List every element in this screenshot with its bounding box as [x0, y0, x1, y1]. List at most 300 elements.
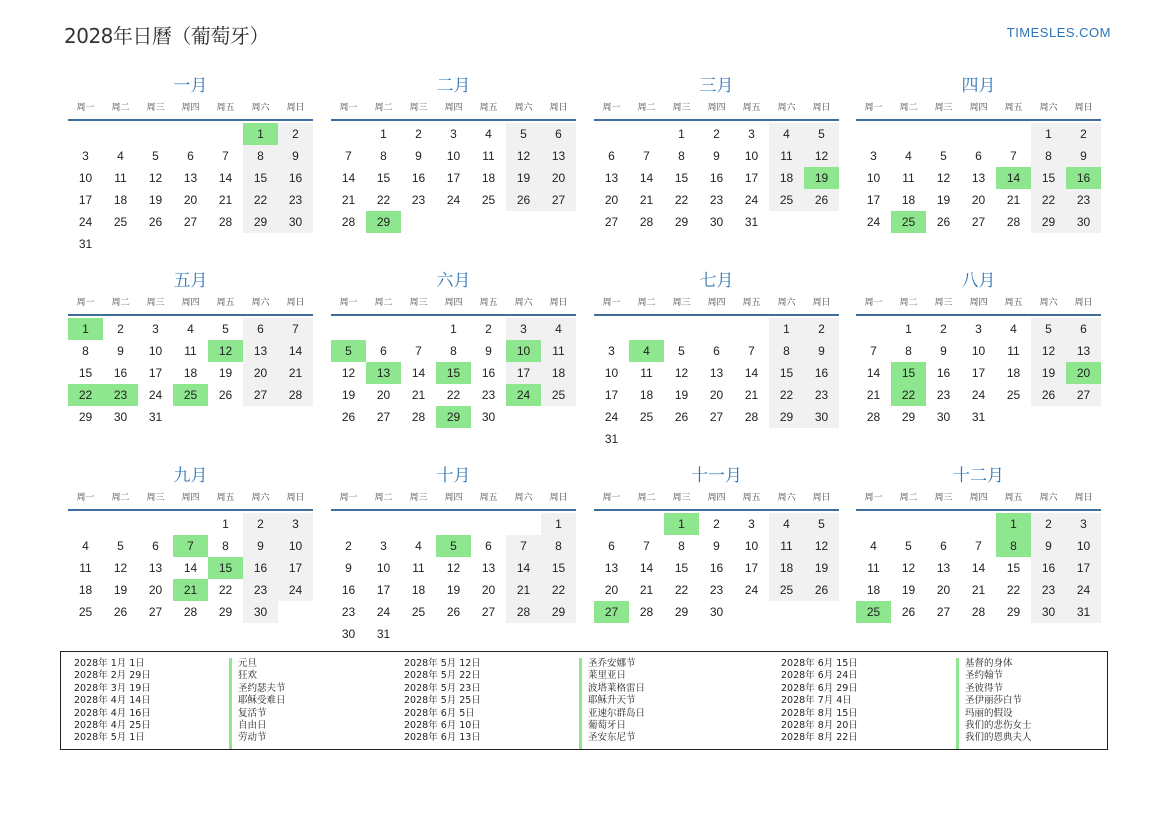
day-cell: 2	[804, 318, 839, 340]
day-cell: 22	[674, 583, 689, 597]
day-cell: 30	[278, 211, 313, 233]
day-grid	[594, 318, 839, 450]
empty-day	[699, 318, 734, 340]
empty-day	[856, 318, 891, 340]
empty-day	[401, 513, 436, 535]
weekday-label: 周一	[864, 103, 883, 113]
day-cell: 13	[971, 171, 986, 185]
holiday-name: 我们的悲伤女士	[965, 719, 1032, 731]
day-cell: 17	[866, 193, 881, 207]
day-cell: 26	[506, 189, 541, 211]
day-cell: 2	[485, 322, 492, 336]
day-cell: 17	[148, 366, 163, 380]
day-cell: 8	[380, 149, 387, 163]
day-cell: 18	[481, 171, 496, 185]
holiday-date: 2028年 4月 25日	[74, 719, 151, 731]
day-cell: 7	[748, 344, 755, 358]
day-cell: 23	[341, 605, 356, 619]
day-cell: 1	[380, 127, 387, 141]
holiday-date: 2028年 8月 15日	[781, 707, 858, 719]
day-cell: 26	[901, 605, 916, 619]
day-cell: 14	[278, 340, 313, 362]
day-cell: 9	[485, 344, 492, 358]
holiday-date: 2028年 6月 24日	[781, 670, 858, 682]
day-cell: 15	[769, 362, 804, 384]
holiday-day: 27	[594, 601, 629, 623]
empty-day	[331, 123, 366, 145]
day-cell: 18	[769, 557, 804, 579]
holiday-name: 元旦	[238, 658, 258, 669]
day-cell: 18	[78, 583, 93, 597]
day-cell: 6	[152, 539, 159, 553]
day-cell: 11	[541, 340, 576, 362]
day-cell: 30	[936, 410, 951, 424]
day-cell: 12	[341, 366, 356, 380]
holiday-day: 21	[173, 579, 208, 601]
weekday-header	[594, 491, 839, 511]
holiday-name: 耶稣升天节	[588, 695, 636, 707]
day-cell: 3	[450, 127, 457, 141]
day-cell: 16	[481, 366, 496, 380]
day-cell: 24	[1066, 579, 1101, 601]
day-cell: 17	[971, 366, 986, 380]
day-cell: 7	[415, 344, 422, 358]
weekday-label: 周六	[1039, 103, 1058, 113]
weekday-header	[594, 296, 839, 316]
day-cell: 13	[936, 561, 951, 575]
weekday-label: 周三	[672, 298, 691, 308]
day-cell: 5	[1031, 318, 1066, 340]
day-cell: 23	[709, 193, 724, 207]
day-cell: 14	[341, 171, 356, 185]
weekday-label: 周五	[1004, 103, 1023, 113]
day-cell: 23	[804, 384, 839, 406]
empty-day	[68, 123, 103, 145]
day-cell: 3	[748, 517, 755, 531]
day-cell: 13	[541, 145, 576, 167]
day-cell: 9	[278, 145, 313, 167]
day-cell: 4	[415, 539, 422, 553]
day-cell: 11	[769, 145, 804, 167]
empty-day	[594, 318, 629, 340]
day-cell: 9	[345, 561, 352, 575]
month-name: 八月	[961, 271, 996, 291]
day-cell: 14	[744, 366, 759, 380]
day-cell: 25	[481, 193, 496, 207]
day-cell: 12	[901, 561, 916, 575]
day-cell: 1	[450, 322, 457, 336]
holiday-name: 圣彼得节	[965, 682, 1004, 694]
day-cell: 15	[674, 171, 689, 185]
day-cell: 4	[541, 318, 576, 340]
day-cell: 29	[674, 215, 689, 229]
day-cell: 25	[639, 410, 654, 424]
day-cell: 15	[541, 557, 576, 579]
day-cell: 26	[218, 388, 233, 402]
day-cell: 19	[218, 366, 233, 380]
day-cell: 6	[485, 539, 492, 553]
day-cell: 14	[218, 171, 233, 185]
day-cell: 10	[604, 366, 619, 380]
weekday-label: 周四	[444, 103, 463, 113]
day-cell: 29	[541, 601, 576, 623]
day-cell: 14	[866, 366, 881, 380]
day-cell: 16	[411, 171, 426, 185]
empty-day	[401, 318, 436, 340]
empty-day	[208, 123, 243, 145]
day-cell: 11	[640, 366, 653, 380]
day-cell: 23	[936, 388, 951, 402]
day-cell: 16	[936, 366, 951, 380]
day-cell: 12	[506, 145, 541, 167]
day-cell: 27	[183, 215, 198, 229]
holiday-date: 2028年 3月 19日	[74, 682, 151, 694]
day-cell: 18	[183, 366, 198, 380]
day-cell: 12	[674, 366, 689, 380]
day-cell: 25	[78, 605, 93, 619]
empty-day	[734, 318, 769, 340]
day-cell: 23	[411, 193, 426, 207]
day-cell: 31	[78, 237, 93, 251]
holiday-name: 圣约翰节	[965, 670, 1004, 682]
day-cell: 15	[674, 561, 689, 575]
weekday-header	[856, 296, 1101, 316]
day-cell: 1	[1031, 123, 1066, 145]
day-cell: 16	[709, 171, 724, 185]
site-link[interactable]: TIMESLES.COM	[1006, 25, 1111, 40]
holiday-day: 20	[1066, 362, 1101, 384]
holiday-names	[956, 658, 1165, 749]
day-cell: 20	[148, 583, 163, 597]
weekday-header	[68, 491, 313, 511]
day-cell: 8	[541, 535, 576, 557]
day-cell: 6	[187, 149, 194, 163]
empty-day	[891, 513, 926, 535]
empty-day	[103, 513, 138, 535]
day-cell: 10	[1066, 535, 1101, 557]
day-cell: 7	[1010, 149, 1017, 163]
empty-day	[856, 123, 891, 145]
day-cell: 19	[148, 193, 163, 207]
holiday-names	[229, 658, 391, 749]
day-cell: 2	[1066, 123, 1101, 145]
day-cell: 9	[117, 344, 124, 358]
day-cell: 18	[411, 583, 426, 597]
day-cell: 21	[971, 583, 986, 597]
weekday-label: 周六	[251, 103, 270, 113]
day-cell: 8	[82, 344, 89, 358]
holiday-day: 1	[664, 513, 699, 535]
day-cell: 27	[243, 384, 278, 406]
month-name: 一月	[173, 76, 208, 96]
day-cell: 28	[639, 605, 654, 619]
day-cell: 26	[674, 410, 689, 424]
day-cell: 22	[218, 583, 233, 597]
weekday-label: 周一	[76, 298, 95, 308]
weekday-label: 周一	[864, 493, 883, 503]
day-cell: 28	[218, 215, 233, 229]
day-cell: 31	[744, 215, 759, 229]
weekday-label: 周六	[251, 298, 270, 308]
day-cell: 6	[975, 149, 982, 163]
day-cell: 20	[376, 388, 391, 402]
day-cell: 22	[243, 189, 278, 211]
month-calendar	[856, 465, 1101, 623]
holiday-name: 波塔莱格雷日	[588, 682, 646, 694]
day-cell: 24	[866, 215, 881, 229]
day-cell: 3	[82, 149, 89, 163]
day-cell: 8	[769, 340, 804, 362]
holiday-day: 25	[856, 601, 891, 623]
day-cell: 19	[506, 167, 541, 189]
day-cell: 26	[446, 605, 461, 619]
month-name: 十月	[436, 466, 471, 486]
empty-day	[366, 513, 401, 535]
holiday-day: 16	[1066, 167, 1101, 189]
weekday-label: 周四	[444, 493, 463, 503]
day-cell: 20	[971, 193, 986, 207]
weekday-label: 周一	[339, 493, 358, 503]
weekday-label: 周三	[409, 493, 428, 503]
day-cell: 14	[411, 366, 426, 380]
holiday-date: 2028年 1月 1日	[74, 658, 145, 669]
day-cell: 12	[936, 171, 951, 185]
day-cell: 5	[222, 322, 229, 336]
day-cell: 12	[804, 145, 839, 167]
day-cell: 30	[1066, 211, 1101, 233]
holiday-day: 1	[996, 513, 1031, 535]
weekday-label: 周一	[339, 298, 358, 308]
weekday-label: 周一	[602, 493, 621, 503]
day-cell: 24	[446, 193, 461, 207]
weekday-label: 周二	[637, 493, 656, 503]
empty-day	[961, 123, 996, 145]
month-calendar	[856, 270, 1101, 428]
holiday-list	[60, 651, 1108, 750]
weekday-label: 周四	[969, 103, 988, 113]
weekday-header	[331, 296, 576, 316]
day-cell: 21	[506, 579, 541, 601]
day-cell: 31	[376, 627, 391, 641]
weekday-label: 周二	[899, 298, 918, 308]
weekday-label: 周四	[969, 493, 988, 503]
holiday-day: 15	[436, 362, 471, 384]
day-cell: 9	[415, 149, 422, 163]
day-cell: 4	[485, 127, 492, 141]
day-cell: 18	[113, 193, 128, 207]
day-cell: 18	[866, 583, 881, 597]
day-cell: 3	[380, 539, 387, 553]
weekday-label: 周六	[777, 298, 796, 308]
day-cell: 28	[278, 384, 313, 406]
day-cell: 17	[604, 388, 619, 402]
empty-day	[506, 513, 541, 535]
day-cell: 23	[278, 189, 313, 211]
day-cell: 18	[639, 388, 654, 402]
weekday-label: 周二	[637, 298, 656, 308]
day-cell: 4	[117, 149, 124, 163]
day-cell: 29	[218, 605, 233, 619]
day-cell: 3	[608, 344, 615, 358]
day-cell: 18	[1006, 366, 1021, 380]
month-name: 三月	[699, 76, 734, 96]
day-cell: 19	[446, 583, 461, 597]
day-cell: 26	[1031, 384, 1066, 406]
weekday-label: 周六	[514, 493, 533, 503]
weekday-label: 周五	[216, 298, 235, 308]
day-cell: 27	[709, 410, 724, 424]
day-cell: 7	[345, 149, 352, 163]
day-cell: 1	[678, 127, 685, 141]
weekday-label: 周日	[549, 493, 568, 503]
weekday-label: 周四	[707, 298, 726, 308]
weekday-label: 周五	[216, 493, 235, 503]
day-cell: 16	[341, 583, 356, 597]
day-cell: 10	[148, 344, 163, 358]
day-cell: 25	[1006, 388, 1021, 402]
weekday-header	[856, 101, 1101, 121]
day-cell: 9	[1066, 145, 1101, 167]
holiday-day: 14	[996, 167, 1031, 189]
month-calendar	[594, 465, 839, 623]
holiday-day: 8	[996, 535, 1031, 557]
weekday-label: 周三	[934, 493, 953, 503]
weekday-label: 周日	[812, 298, 831, 308]
day-cell: 27	[604, 215, 619, 229]
day-cell: 8	[450, 344, 457, 358]
empty-day	[331, 513, 366, 535]
holiday-day: 24	[506, 384, 541, 406]
day-cell: 10	[866, 171, 881, 185]
day-cell: 3	[975, 322, 982, 336]
day-cell: 9	[713, 539, 720, 553]
weekday-label: 周六	[777, 103, 796, 113]
day-grid	[856, 318, 1101, 428]
day-cell: 28	[506, 601, 541, 623]
day-cell: 4	[769, 513, 804, 535]
month-name: 四月	[961, 76, 996, 96]
day-cell: 26	[936, 215, 951, 229]
day-cell: 1	[222, 517, 229, 531]
weekday-label: 周一	[339, 103, 358, 113]
holiday-date: 2028年 4月 16日	[74, 707, 151, 719]
weekday-label: 周日	[286, 103, 305, 113]
day-cell: 7	[222, 149, 229, 163]
holiday-day: 13	[366, 362, 401, 384]
day-cell: 5	[940, 149, 947, 163]
holiday-name: 玛丽的假设	[965, 707, 1013, 719]
day-cell: 10	[971, 344, 986, 358]
day-cell: 24	[744, 583, 759, 597]
day-cell: 2	[243, 513, 278, 535]
day-cell: 8	[1031, 145, 1066, 167]
weekday-label: 周四	[444, 298, 463, 308]
day-cell: 28	[639, 215, 654, 229]
weekday-label: 周四	[181, 493, 200, 503]
day-cell: 3	[870, 149, 877, 163]
day-cell: 24	[744, 193, 759, 207]
weekday-label: 周二	[899, 103, 918, 113]
day-grid	[331, 513, 576, 645]
day-cell: 10	[446, 149, 461, 163]
day-cell: 19	[1031, 362, 1066, 384]
weekday-label: 周三	[146, 298, 165, 308]
day-cell: 6	[713, 344, 720, 358]
month-name: 十一月	[691, 466, 742, 486]
weekday-label: 周二	[111, 298, 130, 308]
weekday-label: 周六	[1039, 493, 1058, 503]
day-cell: 4	[870, 539, 877, 553]
month-calendar	[331, 465, 576, 645]
day-cell: 4	[905, 149, 912, 163]
day-cell: 23	[243, 579, 278, 601]
empty-day	[594, 123, 629, 145]
day-cell: 30	[243, 601, 278, 623]
day-cell: 11	[79, 561, 92, 575]
holiday-date: 2028年 6月 13日	[404, 732, 481, 744]
empty-day	[68, 513, 103, 535]
day-cell: 6	[243, 318, 278, 340]
day-cell: 28	[183, 605, 198, 619]
empty-day	[471, 513, 506, 535]
day-cell: 7	[975, 539, 982, 553]
empty-day	[173, 513, 208, 535]
holiday-date: 2028年 6月 15日	[781, 658, 858, 669]
weekday-label: 周三	[146, 103, 165, 113]
holiday-name: 莱里亚日	[588, 670, 627, 682]
day-cell: 17	[506, 362, 541, 384]
holiday-day: 29	[366, 211, 401, 233]
empty-day	[629, 318, 664, 340]
weekday-label: 周三	[934, 298, 953, 308]
day-cell: 1	[769, 318, 804, 340]
month-calendar	[594, 270, 839, 450]
empty-day	[996, 123, 1031, 145]
day-cell: 30	[709, 215, 724, 229]
day-cell: 22	[446, 388, 461, 402]
day-cell: 17	[744, 561, 759, 575]
day-cell: 17	[744, 171, 759, 185]
day-cell: 6	[380, 344, 387, 358]
weekday-label: 周四	[181, 298, 200, 308]
weekday-header	[331, 101, 576, 121]
day-cell: 16	[709, 561, 724, 575]
day-cell: 27	[971, 215, 986, 229]
weekday-label: 周四	[707, 493, 726, 503]
day-cell: 13	[1066, 340, 1101, 362]
weekday-label: 周二	[374, 493, 393, 503]
day-cell: 27	[148, 605, 163, 619]
day-cell: 8	[678, 149, 685, 163]
weekday-label: 周一	[602, 298, 621, 308]
empty-day	[629, 513, 664, 535]
weekday-label: 周六	[1039, 298, 1058, 308]
day-cell: 7	[643, 149, 650, 163]
weekday-label: 周五	[1004, 298, 1023, 308]
day-cell: 14	[506, 557, 541, 579]
empty-day	[138, 513, 173, 535]
day-cell: 11	[482, 149, 495, 163]
day-cell: 25	[411, 605, 426, 619]
empty-day	[926, 123, 961, 145]
day-cell: 8	[678, 539, 685, 553]
day-cell: 22	[541, 579, 576, 601]
day-cell: 26	[113, 605, 128, 619]
weekday-label: 周二	[899, 493, 918, 503]
weekday-label: 周五	[742, 298, 761, 308]
weekday-label: 周五	[479, 103, 498, 113]
holiday-date: 2028年 6月 10日	[404, 719, 481, 731]
